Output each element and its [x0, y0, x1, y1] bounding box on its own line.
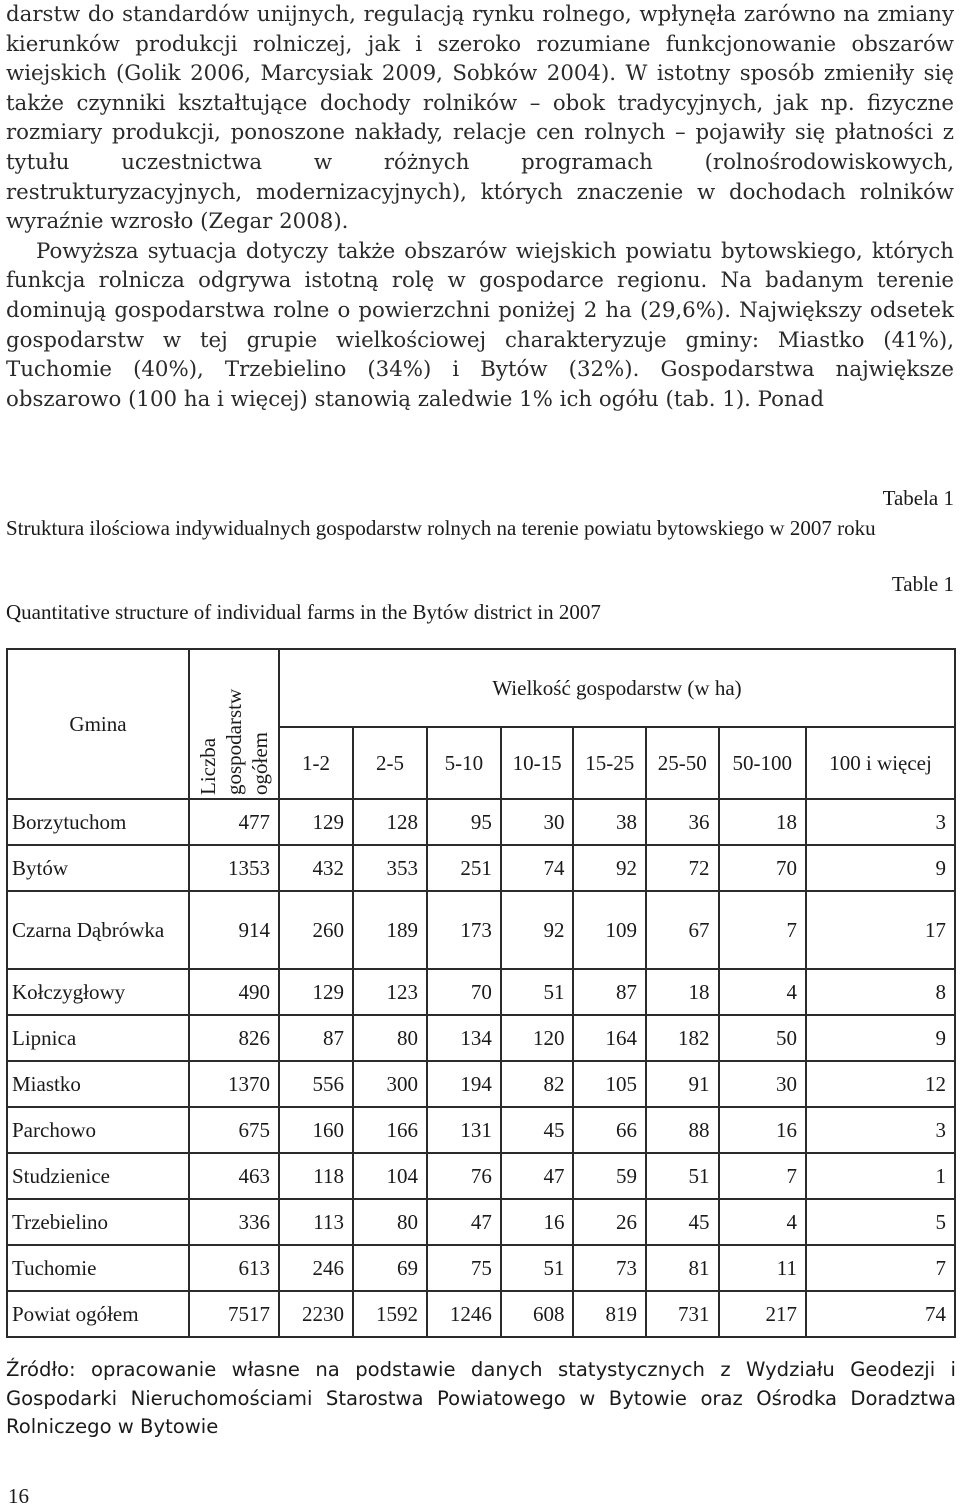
size-value: 59 [573, 1153, 646, 1199]
size-value: 70 [719, 845, 806, 891]
size-value: 246 [279, 1245, 353, 1291]
size-value: 260 [279, 891, 353, 969]
table-row [7, 891, 955, 969]
size-value: 182 [646, 1015, 719, 1061]
size-value: 92 [573, 845, 646, 891]
size-value: 87 [573, 969, 646, 1015]
size-value: 38 [573, 799, 646, 845]
size-value: 8 [806, 969, 955, 1015]
size-value: 51 [501, 969, 574, 1015]
total-value: 477 [189, 799, 279, 845]
size-value: 120 [501, 1015, 574, 1061]
size-value: 17 [806, 891, 955, 969]
header-size-col: 10-15 [501, 727, 574, 799]
size-value: 128 [353, 799, 427, 845]
size-value: 80 [353, 1015, 427, 1061]
table-row [7, 1015, 955, 1061]
size-value: 95 [427, 799, 501, 845]
table-row [7, 1245, 955, 1291]
size-value: 131 [427, 1107, 501, 1153]
total-value: 463 [189, 1153, 279, 1199]
gmina-name: Borzytuchom [7, 799, 189, 845]
size-value: 129 [279, 969, 353, 1015]
gmina-name: Tuchomie [7, 1245, 189, 1291]
size-value: 353 [353, 845, 427, 891]
size-value: 91 [646, 1061, 719, 1107]
size-value: 432 [279, 845, 353, 891]
farm-structure-table [6, 648, 956, 1338]
size-value: 80 [353, 1199, 427, 1245]
table-row [7, 969, 955, 1015]
total-value: 1353 [189, 845, 279, 891]
size-value: 300 [353, 1061, 427, 1107]
size-value: 16 [719, 1107, 806, 1153]
total-value: 675 [189, 1107, 279, 1153]
size-value: 1 [806, 1153, 955, 1199]
table-row [7, 799, 955, 845]
size-value: 173 [427, 891, 501, 969]
size-value: 87 [279, 1015, 353, 1061]
size-value: 11 [719, 1245, 806, 1291]
table-source: Źródło: opracowanie własne na podstawie danych statystycznych z Wydziału Geodezji i Gospodarki Nieruchomościami Starostwa Powiatowego w Bytowie oraz Ośrodka Doradztwa Rolniczego w Bytowie [6, 1358, 956, 1438]
gmina-name: Miastko [7, 1061, 189, 1107]
header-size-col: 5-10 [427, 727, 501, 799]
size-value: 1246 [427, 1291, 501, 1337]
size-value: 104 [353, 1153, 427, 1199]
size-value: 30 [501, 799, 574, 845]
header-size-col: 100 i więcej [806, 727, 955, 799]
body-text [6, 0, 954, 414]
total-value: 914 [189, 891, 279, 969]
size-value: 45 [501, 1107, 574, 1153]
table-body [7, 799, 955, 1337]
size-value: 217 [719, 1291, 806, 1337]
size-value: 72 [646, 845, 719, 891]
total-value: 490 [189, 969, 279, 1015]
size-value: 5 [806, 1199, 955, 1245]
size-value: 164 [573, 1015, 646, 1061]
header-size-col: 2-5 [353, 727, 427, 799]
size-value: 82 [501, 1061, 574, 1107]
size-value: 92 [501, 891, 574, 969]
gmina-name: Parchowo [7, 1107, 189, 1153]
size-value: 7 [719, 891, 806, 969]
size-value: 134 [427, 1015, 501, 1061]
header-size-col: 1-2 [279, 727, 353, 799]
size-value: 1592 [353, 1291, 427, 1337]
table-caption-en: Quantitative structure of individual farms in the Bytów district in 2007 [6, 600, 601, 624]
size-value: 194 [427, 1061, 501, 1107]
size-value: 129 [279, 799, 353, 845]
table-label-pl: Tabela 1 [882, 486, 954, 510]
size-value: 251 [427, 845, 501, 891]
table-label-en: Table 1 [891, 572, 954, 596]
total-value: 336 [189, 1199, 279, 1245]
size-value: 50 [719, 1015, 806, 1061]
size-value: 76 [427, 1153, 501, 1199]
total-value: 613 [189, 1245, 279, 1291]
gmina-name: Powiat ogółem [7, 1291, 189, 1337]
size-value: 26 [573, 1199, 646, 1245]
size-value: 47 [501, 1153, 574, 1199]
header-total [189, 649, 279, 799]
header-total-text: Liczba gospodarstw ogółem [196, 688, 272, 795]
size-value: 2230 [279, 1291, 353, 1337]
table-row [7, 1061, 955, 1107]
size-value: 18 [646, 969, 719, 1015]
header-size-col: 25-50 [646, 727, 719, 799]
size-value: 7 [719, 1153, 806, 1199]
size-value: 123 [353, 969, 427, 1015]
gmina-name: Bytów [7, 845, 189, 891]
size-value: 66 [573, 1107, 646, 1153]
header-size-col: 50-100 [719, 727, 806, 799]
size-value: 30 [719, 1061, 806, 1107]
size-value: 189 [353, 891, 427, 969]
size-value: 113 [279, 1199, 353, 1245]
size-value: 81 [646, 1245, 719, 1291]
gmina-name: Trzebielino [7, 1199, 189, 1245]
table-row [7, 1153, 955, 1199]
table-row [7, 1107, 955, 1153]
size-value: 45 [646, 1199, 719, 1245]
size-value: 4 [719, 969, 806, 1015]
header-size-group: Wielkość gospodarstw (w ha) [279, 649, 955, 727]
size-value: 3 [806, 1107, 955, 1153]
size-value: 47 [427, 1199, 501, 1245]
total-value: 1370 [189, 1061, 279, 1107]
size-value: 105 [573, 1061, 646, 1107]
size-value: 73 [573, 1245, 646, 1291]
table-row [7, 1199, 955, 1245]
size-value: 9 [806, 1015, 955, 1061]
size-value: 18 [719, 799, 806, 845]
size-value: 7 [806, 1245, 955, 1291]
table-caption-pl: Struktura ilościowa indywidualnych gospodarstw rolnych na terenie powiatu bytowskiego w 2007 roku [6, 516, 876, 540]
gmina-name: Studzienice [7, 1153, 189, 1199]
page-number: 16 [8, 1484, 29, 1508]
size-value: 9 [806, 845, 955, 891]
size-value: 67 [646, 891, 719, 969]
gmina-name: Kołczygłowy [7, 969, 189, 1015]
size-value: 4 [719, 1199, 806, 1245]
paragraph-2: Powyższa sytuacja dotyczy także obszarów wiejskich powiatu bytowskiego, których funkcja rolnicza odgrywa istotną rolę w gospodarce regionu. Na badanym terenie dominują gospodarstwa rolne o powierzchni poniżej 2 ha (29,6%). Największy odsetek gospodarstw w tej grupie wielkościowej charakteryzuje gminy: Miastko (41%), Tuchomie (40%), Trzebielino (34%) i Bytów (32%). Gospodarstwa największe obszarowo (100 ha i więcej) stanowią zaledwie 1% ich ogółu (tab. 1). Ponad [6, 238, 954, 412]
size-value: 88 [646, 1107, 719, 1153]
size-value: 69 [353, 1245, 427, 1291]
size-value: 51 [646, 1153, 719, 1199]
size-value: 166 [353, 1107, 427, 1153]
size-value: 731 [646, 1291, 719, 1337]
header-gmina: Gmina [7, 649, 189, 799]
size-value: 74 [501, 845, 574, 891]
size-value: 36 [646, 799, 719, 845]
size-value: 160 [279, 1107, 353, 1153]
size-value: 109 [573, 891, 646, 969]
size-value: 75 [427, 1245, 501, 1291]
total-value: 7517 [189, 1291, 279, 1337]
size-value: 3 [806, 799, 955, 845]
size-value: 74 [806, 1291, 955, 1337]
size-value: 12 [806, 1061, 955, 1107]
size-value: 556 [279, 1061, 353, 1107]
size-value: 819 [573, 1291, 646, 1337]
header-size-col: 15-25 [573, 727, 646, 799]
paragraph-1: darstw do standardów unijnych, regulacją rynku rolnego, wpłynęła zarówno na zmiany kierunków produkcji rolniczej, jak i szeroko rozumiane funkcjonowanie obszarów wiejskich (Golik 2006, Marcysiak 2009, Sobków 2004). W istotny sposób zmieniły się także czynniki kształtujące dochody rolników – obok tradycyjnych, jak np. fizyczne rozmiary produkcji, ponoszone nakłady, relacje cen rolnych – pojawiły się płatności z tytułu uczestnictwa w różnych programach (rolnośrodowiskowych, restrukturyzacyjnych, modernizacyjnych), których znaczenie w dochodach rolników wyraźnie wzrosło (Zegar 2008). [6, 2, 954, 235]
size-value: 118 [279, 1153, 353, 1199]
table-row [7, 1291, 955, 1337]
gmina-name: Lipnica [7, 1015, 189, 1061]
size-value: 608 [501, 1291, 574, 1337]
size-value: 16 [501, 1199, 574, 1245]
size-value: 70 [427, 969, 501, 1015]
total-value: 826 [189, 1015, 279, 1061]
table-row [7, 845, 955, 891]
size-value: 51 [501, 1245, 574, 1291]
gmina-name: Czarna Dąbrówka [7, 891, 189, 969]
